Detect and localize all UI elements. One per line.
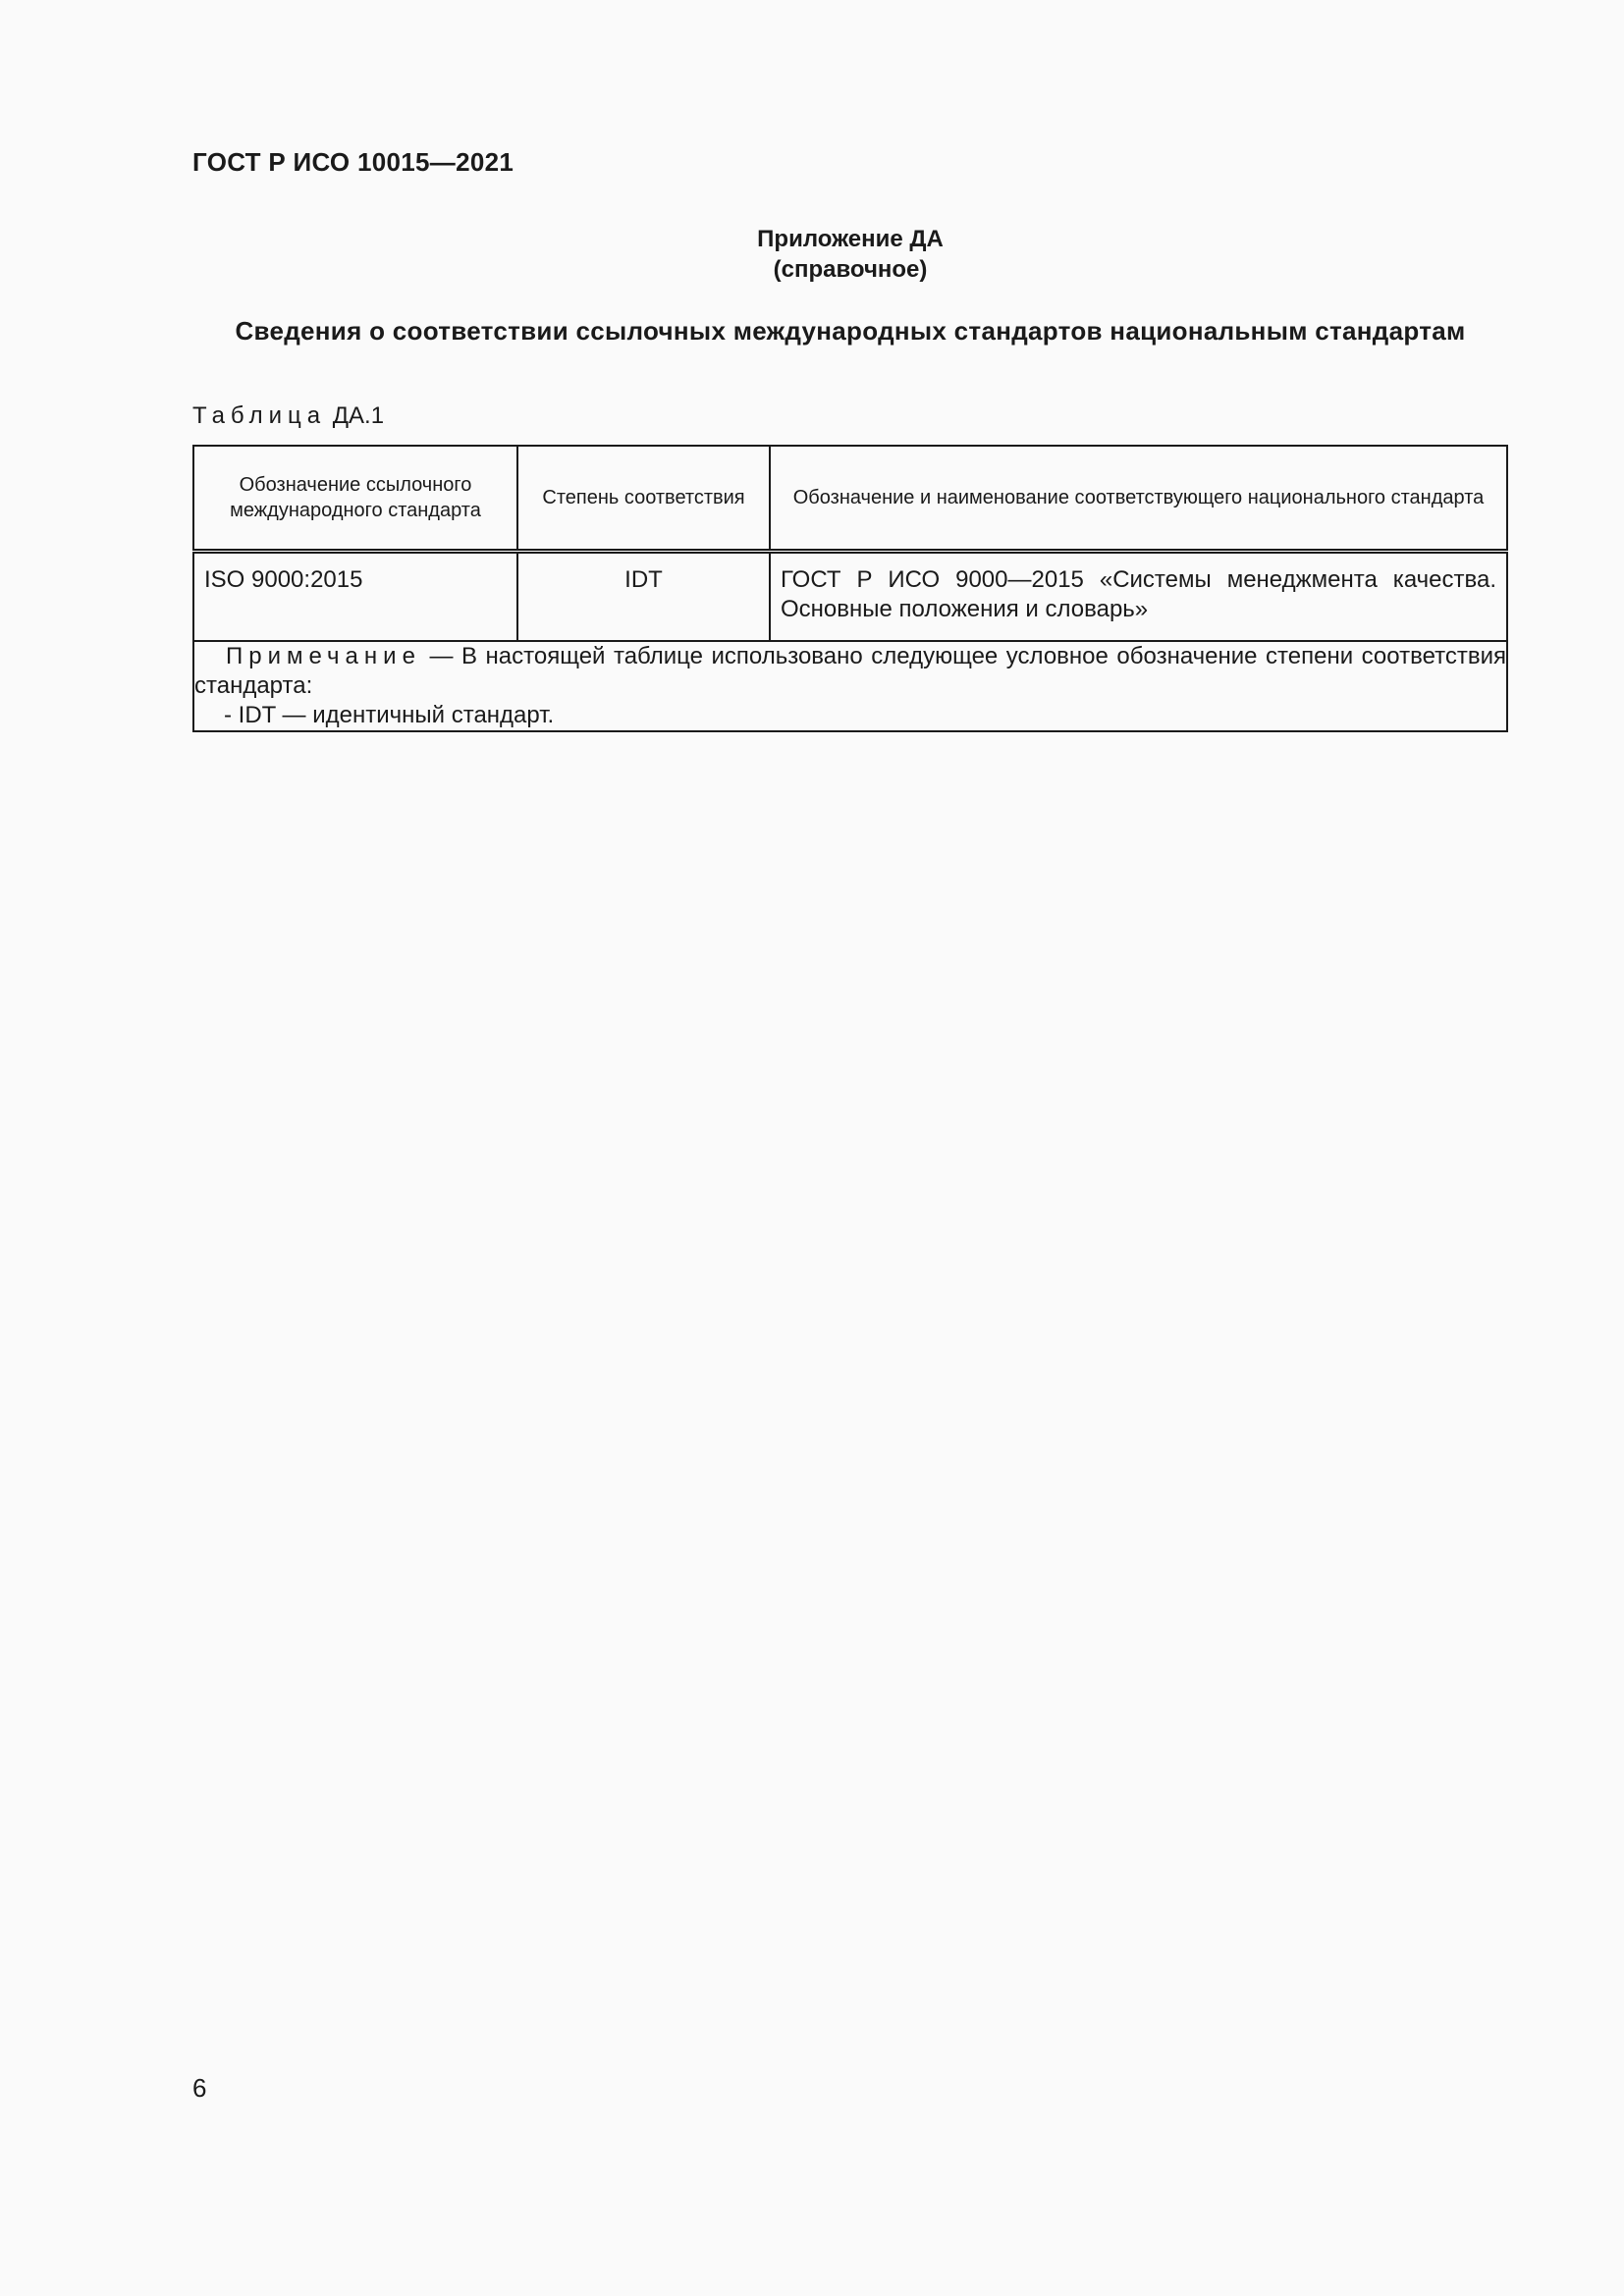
- page-number: 6: [192, 2073, 207, 2103]
- document-code-header: ГОСТ Р ИСО 10015—2021: [192, 147, 514, 177]
- note-label: Примечание: [226, 643, 421, 669]
- correspondence-table: [192, 445, 1508, 732]
- column-header-national-standard: Обозначение и наименование соответствующего национального стандарта: [770, 446, 1507, 552]
- table-caption: [192, 402, 384, 430]
- column-header-degree: Степень соответствия: [517, 446, 770, 552]
- table-note: [193, 641, 1507, 731]
- cell-degree: IDT: [517, 552, 770, 642]
- cell-national-standard: ГОСТ Р ИСО 9000—2015 «Системы менеджмента качества. Основные положения и словарь»: [770, 552, 1507, 642]
- annex-heading: [192, 224, 1508, 285]
- table-note-row: [193, 641, 1507, 731]
- table-caption-prefix: Таблица: [192, 402, 327, 429]
- table-row: [193, 552, 1507, 642]
- column-header-international-standard: Обозначение ссылочного международного стандарта: [193, 446, 517, 552]
- note-text: — В настоящей таблице использовано следующее условное обозначение степени соответствия стандарта:: [194, 643, 1506, 699]
- annex-status: (справочное): [773, 256, 928, 283]
- note-list-item: - IDT — идентичный стандарт.: [224, 702, 555, 728]
- table-header-row: [193, 446, 1507, 552]
- annex-label: Приложение ДА: [757, 226, 944, 252]
- table-caption-number: ДА.1: [332, 402, 385, 429]
- annex-title: Сведения о соответствии ссылочных международных стандартов национальным стандартам: [235, 316, 1466, 346]
- cell-international-standard: ISO 9000:2015: [193, 552, 517, 642]
